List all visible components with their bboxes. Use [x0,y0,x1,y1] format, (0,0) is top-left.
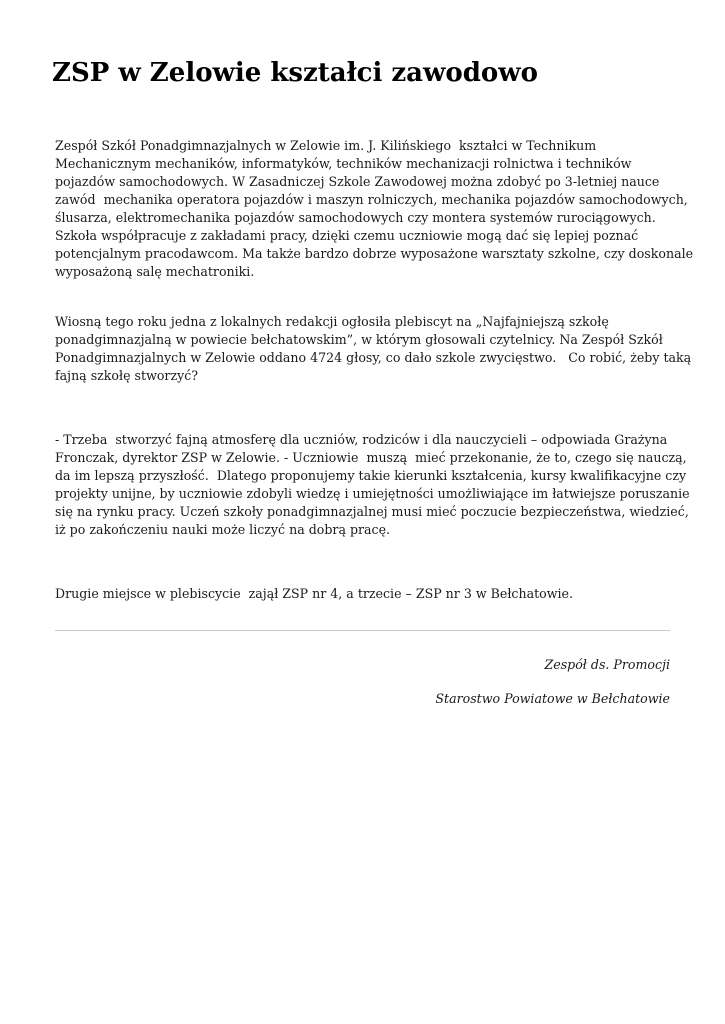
text-line: Wiosną tego roku jedna z lokalnych redakcji ogłosiła plebiscyt na „Najfajniejszą szkołę [55,314,609,329]
text-line: wyposażoną salę mechatroniki. [55,264,255,279]
article-title: ZSP w Zelowie kształci zawodowo [52,58,539,88]
text-line: się na rynku pracy. Uczeń szkoły ponadgimnazjalnej musi mieć poczucie bezpieczeństwa, wiedzieć, [55,504,689,519]
paragraph-school-description [55,137,694,281]
text-line: Szkoła współpracuje z zakładami pracy, dzięki czemu uczniowie mogą dać się lepiej poznać [55,228,639,243]
text-line: Mechanicznym mechaników, informatyków, techników mechanizacji rolnictwa i techników [55,156,632,171]
paragraph-rankings [55,585,675,603]
text-line: fajną szkołę stworzyć? [55,368,199,383]
text-line: Fronczak, dyrektor ZSP w Zelowie. - Uczniowie muszą mieć przekonanie, że to, czego się nauczą, [55,450,687,465]
horizontal-divider [55,630,670,631]
text-line: ślusarza, elektromechanika pojazdów samochodowych czy montera systemów rurociągowych. [55,210,656,225]
text-line: pojazdów samochodowych. W Zasadniczej Szkole Zawodowej można zdobyć po 3-letniej nauce [55,174,660,189]
text-line: zawód mechanika operatora pojazdów i maszyn rolniczych, mechanika pojazdów samochodowych, [55,192,688,207]
text-line: iż po zakończeniu nauki może liczyć na dobrą pracę. [55,522,391,537]
text-line: Ponadgimnazjalnych w Zelowie oddano 4724 głosy, co dało szkole zwycięstwo. Co robić, żeby taką [55,350,692,365]
text-line: Zespół Szkół Ponadgimnazjalnych w Zelowie im. J. Kilińskiego kształci w Technikum [55,138,597,153]
paragraph-director-quote [55,431,690,539]
paragraph-plebiscite [55,313,692,385]
text-line: Drugie miejsce w plebiscycie zajął ZSP nr 4, a trzecie – ZSP nr 3 w Bełchatowie. [55,586,573,601]
text-line: projekty unijne, by uczniowie zdobyli wiedzę i umiejętności umożliwiające im łatwiejsze poruszanie [55,486,690,501]
signature-team: Zespół ds. Promocji [544,657,670,672]
text-line: ponadgimnazjalną w powiecie bełchatowskim”, w którym głosowali czytelnicy. Na Zespół Szkół [55,332,663,347]
text-line: potencjalnym pracodawcom. Ma także bardzo dobrze wyposażone warsztaty szkolne, czy doskonale [55,246,694,261]
text-line: da im lepszą przyszłość. Dlatego proponujemy takie kierunki kształcenia, kursy kwalifikacyjne czy [55,468,687,483]
text-line: - Trzeba stworzyć fajną atmosferę dla uczniów, rodziców i dla nauczycieli – odpowiada Grażyna [55,432,668,447]
signature-office: Starostwo Powiatowe w Bełchatowie [435,691,670,706]
